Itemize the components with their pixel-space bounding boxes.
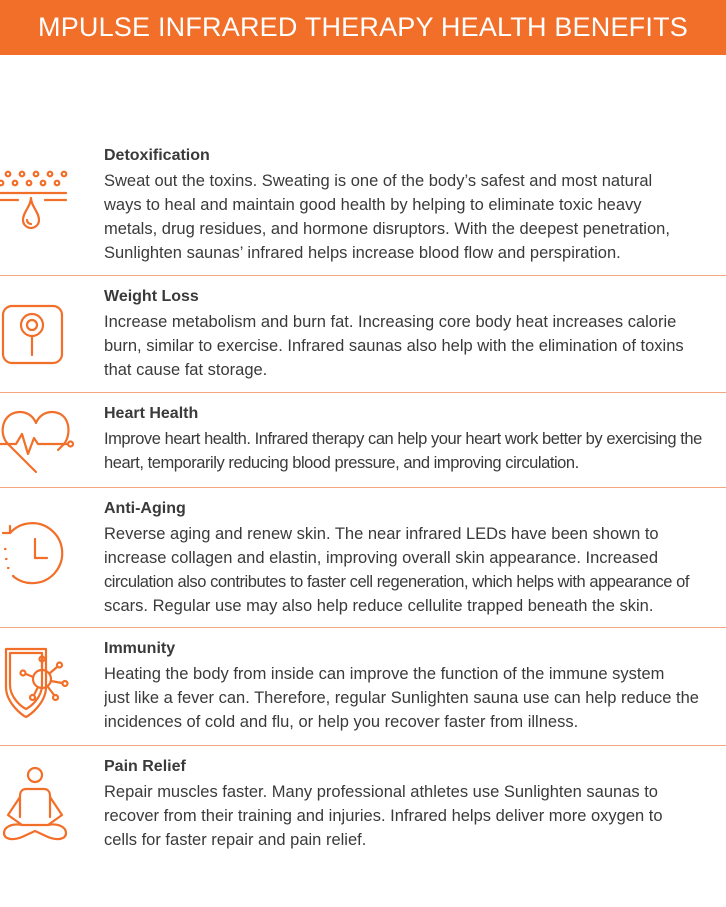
benefit-title: Weight Loss [104,288,199,305]
header-banner [0,0,726,55]
clock-icon [0,519,70,589]
benefit-title: Pain Relief [104,758,186,775]
benefit-description: Reverse aging and renew skin. The near infrared LEDs have been shown to increase collagen and elastin, improving overall skin appearance. Increased circulation also contributes to faster cell regeneration, which helps with appearance of scars. Regular use may also help reduce cellulite trapped beneath the skin. [104,525,689,615]
divider [0,392,726,393]
benefit-description: Sweat out the toxins. Sweating is one of the body’s safest and most natural ways to heal and maintain good health by helping to eliminate toxic heavy metals, drug residues, and hormone disruptors. With the deepest penetration, Sunlighten saunas’ infrared helps increase blood flow and perspiration. [104,172,670,262]
meditation-icon [0,767,72,845]
benefit-title: Detoxification [104,147,210,164]
scale-icon [0,303,70,367]
benefit-title: Heart Health [104,405,199,422]
page-title: MPULSE INFRARED THERAPY HEALTH BENEFITS [38,12,688,42]
benefit-description: Repair muscles faster. Many professional athletes use Sunlighten saunas to recover from their training and injuries. Infrared helps deliver more oxygen to cells for faster repair and pain relief. [104,783,663,849]
benefit-title: Immunity [104,640,176,657]
divider [0,275,726,276]
divider [0,627,726,628]
benefit-description: Increase metabolism and burn fat. Increasing core body heat increases calorie burn, similar to exercise. Infrared saunas also help with the elimination of toxins that cause fat storage. [104,313,684,379]
benefit-description: Heating the body from inside can improve the function of the immune system just like a fever can. Therefore, regular Sunlighten sauna use can help reduce the incidences of cold and flu, or help you recover faster from illness. [104,665,699,731]
heart-pulse-icon [0,408,76,476]
detox-droplet-icon [0,170,72,240]
shield-virus-icon [0,643,80,723]
benefit-title: Anti-Aging [104,500,186,517]
benefit-description: Improve heart health. Infrared therapy can help your heart work better by exercising the heart, temporarily reducing blood pressure, and improving circulation. [104,430,702,472]
divider [0,745,726,746]
divider [0,487,726,488]
